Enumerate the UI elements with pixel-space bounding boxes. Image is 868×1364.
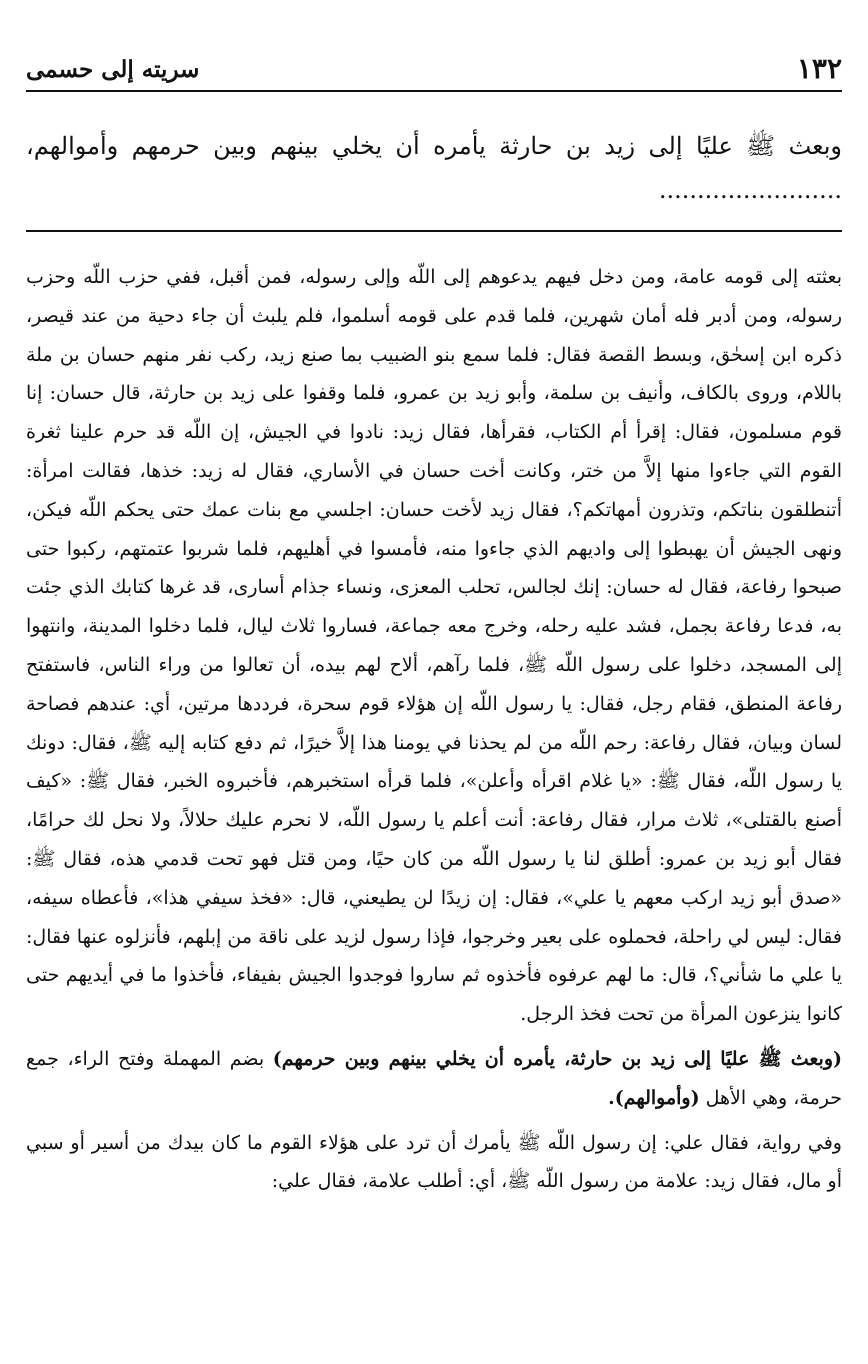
quoted-main-text: (وبعث ﷺ عليًا إلى زيد بن حارثة، يأمره أن يخلي بينهم وبين حرمهم) — [272, 1047, 843, 1070]
running-title: سريته إلى حسمى — [26, 56, 200, 83]
commentary-block — [26, 258, 842, 1201]
commentary-paragraph-3: وفي رواية، فقال علي: إن رسول اللّه ﷺ يأمرك أن ترد على هؤلاء القوم ما كان بيدك من أسير أو سبي أو مال، فقال زيد: علامة من رسول اللّه ﷺ، أي: أطلب علامة، فقال علي: — [26, 1131, 842, 1193]
commentary-gloss: بضم المهملة وفتح الراء، جمع حرمة، وهي الأهل — [26, 1047, 842, 1109]
page-header — [26, 46, 842, 92]
quoted-main-text-end: (وأموالهم). — [608, 1086, 700, 1109]
commentary-paragraph-2 — [26, 1040, 842, 1118]
main-text: وبعث ﷺ عليًا إلى زيد بن حارثة يأمره أن يخلي بينهم وبين حرمهم وأموالهم، ........................ — [26, 132, 842, 204]
page-number: ١٣٢ — [796, 52, 842, 85]
commentary-paragraph-1: بعثته إلى قومه عامة، ومن دخل فيهم يدعوهم إلى اللّه وإلى رسوله، فمن أقبل، ففي حزب اللّه وحزب رسوله، ومن أدبر فله أمان شهرين، فلما قدم على قومه أسلموا، فلم يلبث أن جاء دحية من عند قيصر، ذكره ابن إسحٰق، وبسط القصة فقال: فلما سمع بنو الضبيب بما صنع زيد، ركب نفر منهم حسان بن ملة باللام، وروى بالكاف، وأنيف بن سلمة، وأبو زيد بن عمرو، فلما وقفوا على زيد بن حارثة، قال حسان: إنا قوم مسلمون، فقال: إقرأ أم الكتاب، فقرأها، فقال زيد: نادوا في الجيش، إن اللّه قد حرم علينا ثغرة القوم التي جاءوا منها إلاَّ من ختر، وكانت أخت حسان في الأساري، فقال له زيد: خذها، فقالت امرأة: أتنطلقون بناتكم، وتذرون أمهاتكم؟، فقال زيد لأخت حسان: اجلسي مع بنات عمك حتى يحكم اللّه فيكن، ونهى الجيش أن يهبطوا إلى واديهم الذي جاءوا منه، فأمسوا في أهليهم، فلما شربوا عتمتهم، ركبوا حتى صبحوا رفاعة، فقال له حسان: إنك لجالس، تحلب المعزى، ونساء جذام أسارى، قد غرها كتابك الذي جئت به، فدعا رفاعة بجمل، فشد عليه رحله، وخرج معه جماعة، فساروا ثلاث ليال، فلما دخلوا المدينة، وانتهوا إلى المسجد، دخلوا على رسول اللّه ﷺ، فلما رآهم، ألاح لهم بيده، أن تعالوا من وراء الناس، فاستفتح رفاعة المنطق، فقام رجل، فقال: يا رسول اللّه إن هؤلاء قوم سحرة، فرددها مرتين، أي: عندهم فصاحة لسان وبيان، فقال رفاعة: رحم اللّه من لم يحذنا في يومنا هذا إلاَّ خيرًا، ثم دفع كتابه إليه ﷺ، فقال: دونك يا رسول اللّه، فقال ﷺ: «يا غلام اقرأه وأعلن»، فلما قرأه استخبرهم، فأخبروه الخبر، فقال ﷺ: «كيف أصنع بالقتلى»، ثلاث مرار، فقال رفاعة: أنت أعلم يا رسول اللّه، لا نحرم عليك حلالاً، ولا نحل لك حرامًا، فقال أبو زيد بن عمرو: أطلق لنا يا رسول اللّه من كان حيًا، ومن قتل فهو تحت قدمي هذه، فقال ﷺ: «صدق أبو زيد اركب معهم يا علي»، فقال: إن زيدًا لن يطيعني، قال: «فخذ سيفي هذا»، فأعطاه سيفه، فقال: ليس لي راحلة، فحملوه على بعير وخرجوا، فإذا رسول لزيد على ناقة من إبلهم، فأنزلوه عنها فقال: يا علي ما شأني؟، قال: ما لهم عرفوه فأخذوه ثم ساروا فوجدوا الجيش بفيفاء، فأخذوا ما في أيديهم حتى كانوا ينزعون المرأة من تحت فخذ الرجل. — [26, 266, 842, 1026]
main-text-block — [26, 124, 842, 232]
